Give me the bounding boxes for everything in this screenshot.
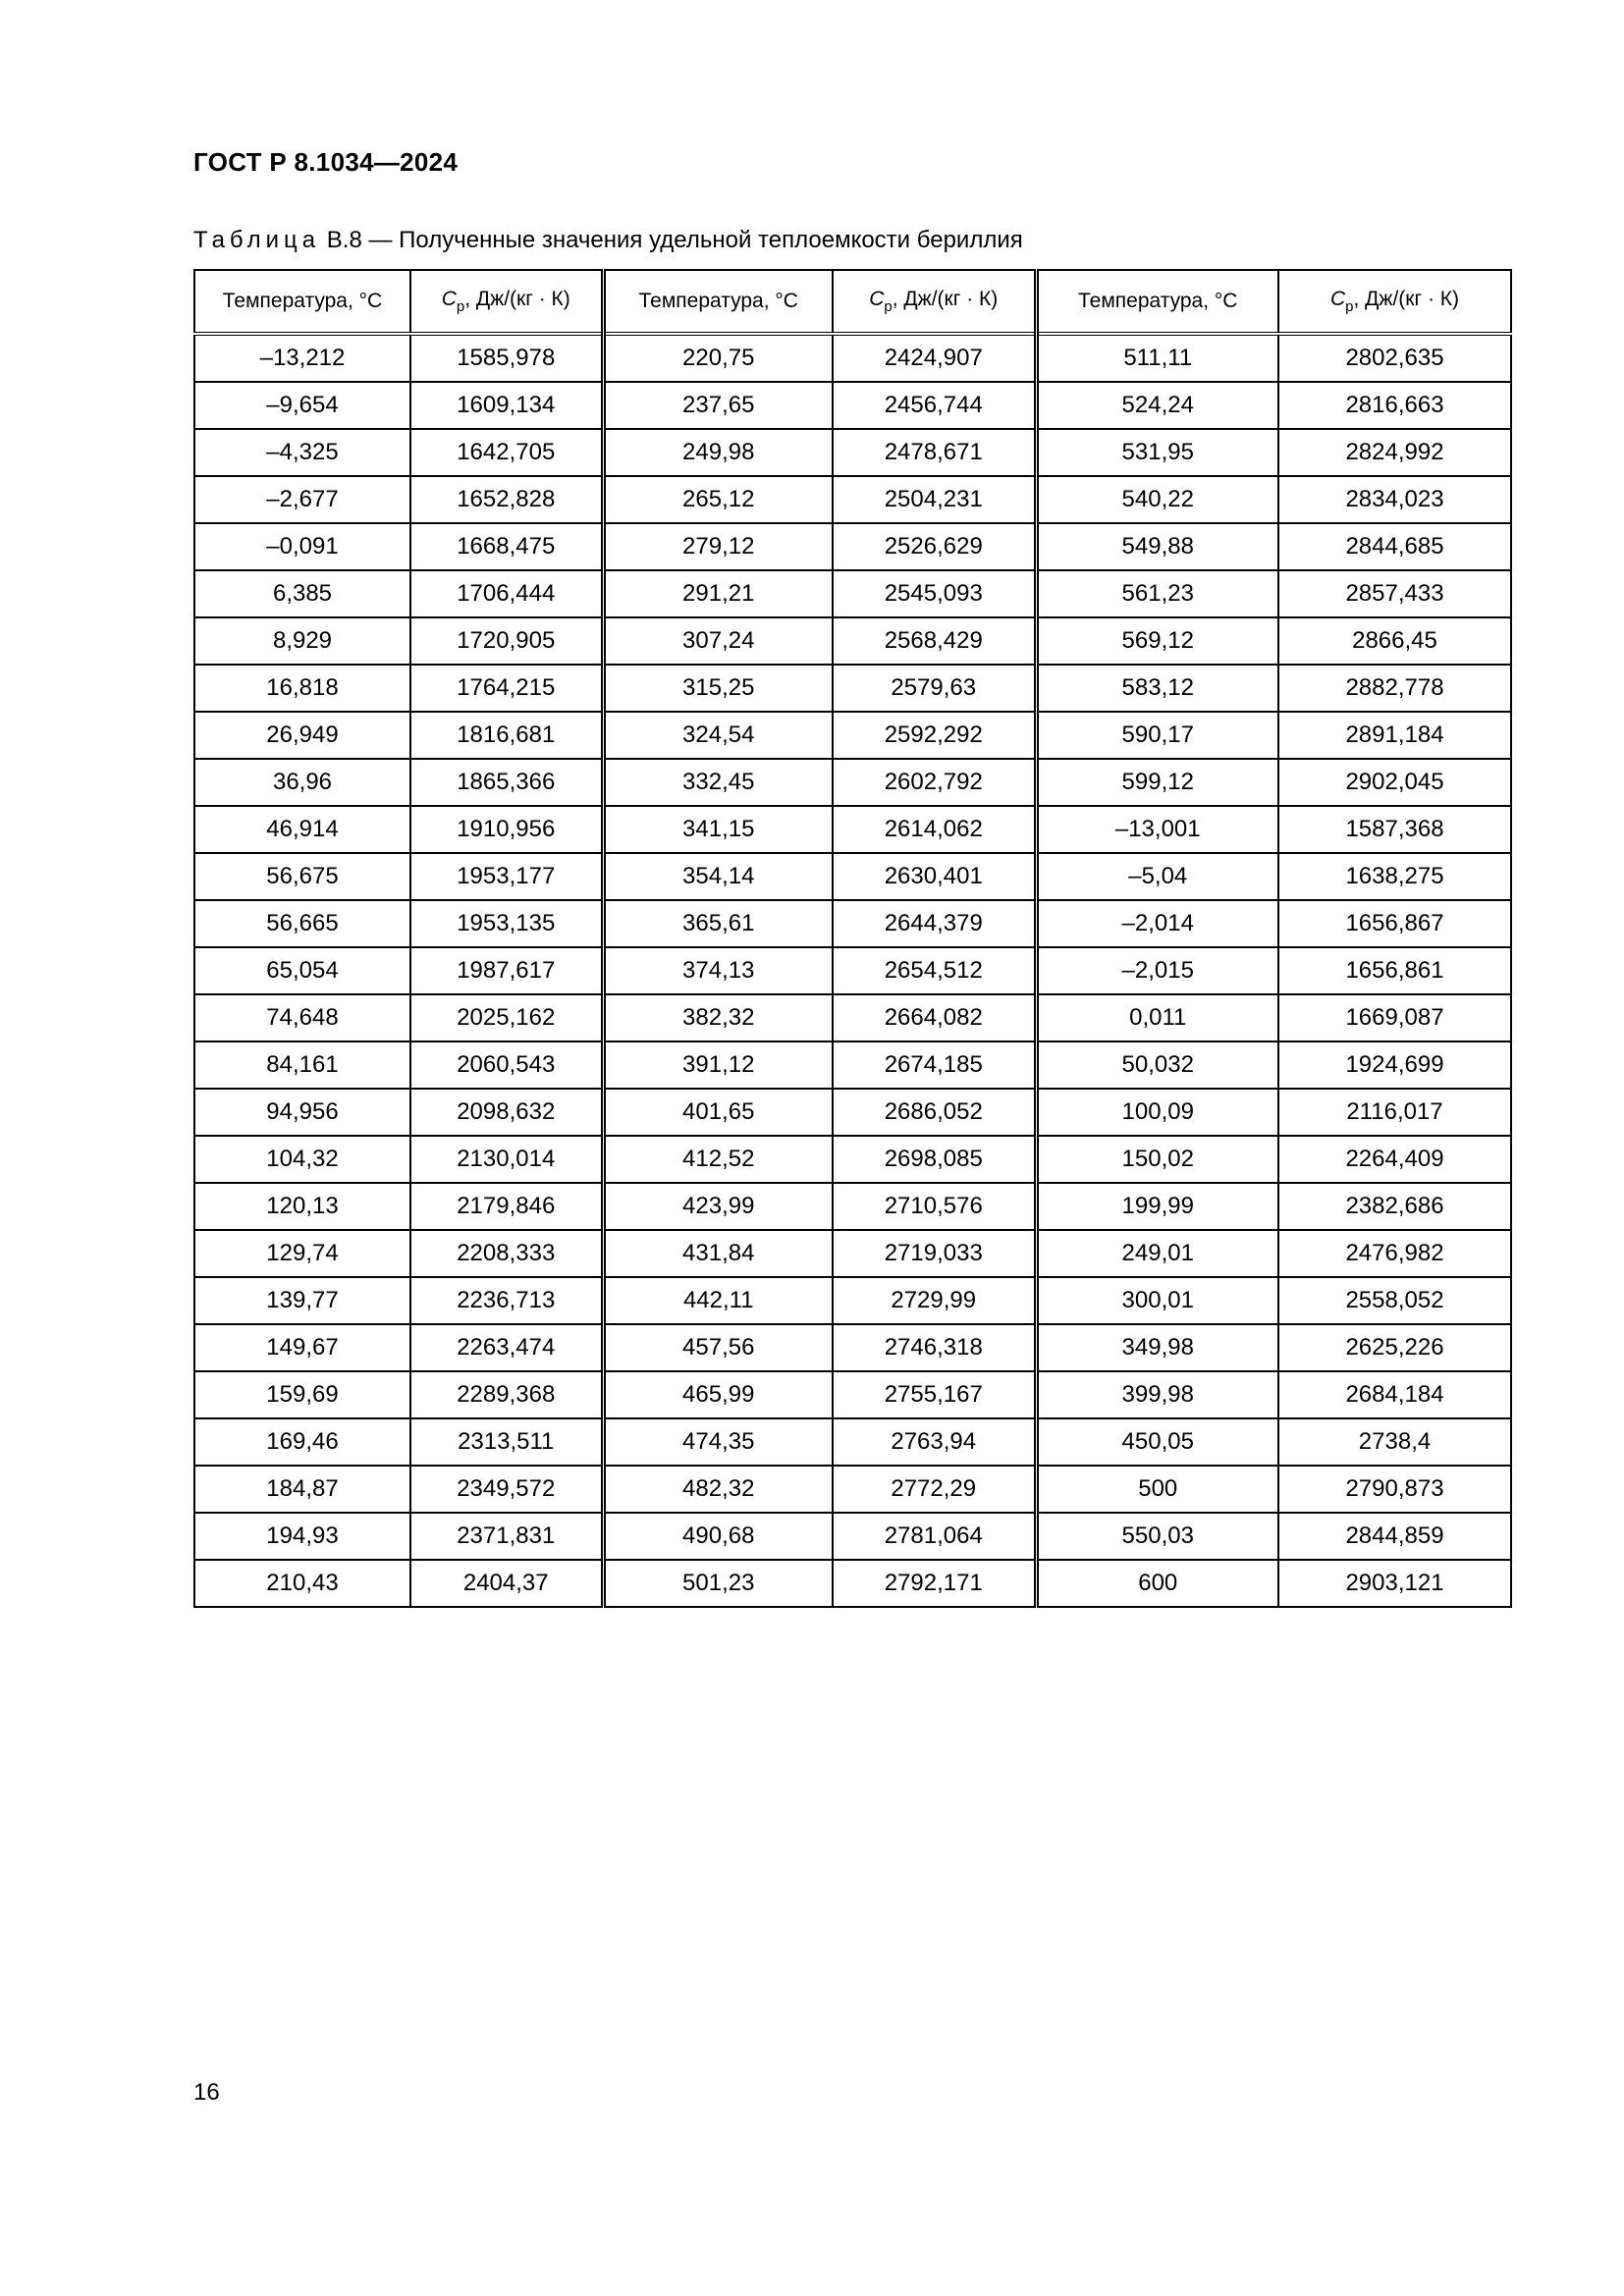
- cell-cp-2: 2763,94: [833, 1418, 1036, 1466]
- cell-cp-3: 2866,45: [1278, 617, 1511, 665]
- table-row: [194, 334, 1511, 382]
- cell-temperature-1: 84,161: [194, 1041, 410, 1089]
- cell-cp-1: 1987,617: [410, 947, 603, 994]
- cell-cp-1: 1764,215: [410, 665, 603, 712]
- table-body: [194, 334, 1511, 1607]
- cell-cp-2: 2602,792: [833, 759, 1036, 806]
- cell-temperature-1: 120,13: [194, 1183, 410, 1230]
- cell-cp-1: 2313,511: [410, 1418, 603, 1466]
- cell-cp-3: 2264,409: [1278, 1136, 1511, 1183]
- cp-symbol: C: [1329, 288, 1346, 310]
- cell-temperature-2: 237,65: [603, 382, 833, 429]
- cell-cp-2: 2526,629: [833, 523, 1036, 570]
- cell-cp-3: 2476,982: [1278, 1230, 1511, 1277]
- cell-temperature-3: 583,12: [1036, 665, 1278, 712]
- table-row: [194, 947, 1511, 994]
- cell-temperature-2: 220,75: [603, 334, 833, 382]
- cell-temperature-3: 599,12: [1036, 759, 1278, 806]
- cell-cp-1: 1706,444: [410, 570, 603, 617]
- header-cp-1: [410, 270, 603, 334]
- cell-temperature-2: 501,23: [603, 1560, 833, 1607]
- cell-temperature-2: 324,54: [603, 712, 833, 759]
- cell-temperature-3: 500: [1036, 1466, 1278, 1513]
- cp-subscript: p: [1345, 298, 1354, 315]
- cell-cp-3: 1656,867: [1278, 900, 1511, 947]
- cell-temperature-1: –9,654: [194, 382, 410, 429]
- table-row: [194, 1277, 1511, 1324]
- cell-cp-3: 2382,686: [1278, 1183, 1511, 1230]
- table-row: [194, 1089, 1511, 1136]
- cell-temperature-2: 423,99: [603, 1183, 833, 1230]
- table-row: [194, 476, 1511, 523]
- cell-temperature-2: 332,45: [603, 759, 833, 806]
- cell-cp-2: 2792,171: [833, 1560, 1036, 1607]
- cell-cp-1: 2179,846: [410, 1183, 603, 1230]
- page-number: 16: [193, 2079, 220, 2106]
- cell-temperature-2: 431,84: [603, 1230, 833, 1277]
- cell-cp-3: 2790,873: [1278, 1466, 1511, 1513]
- cell-cp-1: 1816,681: [410, 712, 603, 759]
- cell-temperature-3: 561,23: [1036, 570, 1278, 617]
- cell-cp-2: 2746,318: [833, 1324, 1036, 1371]
- table-row: [194, 1136, 1511, 1183]
- cell-temperature-1: 149,67: [194, 1324, 410, 1371]
- cell-temperature-3: 569,12: [1036, 617, 1278, 665]
- table-row: [194, 570, 1511, 617]
- cell-temperature-3: 300,01: [1036, 1277, 1278, 1324]
- cell-cp-1: 2349,572: [410, 1466, 603, 1513]
- cell-temperature-1: 169,46: [194, 1418, 410, 1466]
- table-row: [194, 1230, 1511, 1277]
- cell-temperature-3: 399,98: [1036, 1371, 1278, 1418]
- cell-cp-1: 1953,135: [410, 900, 603, 947]
- cell-cp-3: 1656,861: [1278, 947, 1511, 994]
- cell-cp-1: 2289,368: [410, 1371, 603, 1418]
- cell-temperature-1: 8,929: [194, 617, 410, 665]
- cell-temperature-2: 291,21: [603, 570, 833, 617]
- cp-subscript: p: [884, 298, 893, 315]
- cell-temperature-3: 590,17: [1036, 712, 1278, 759]
- cell-temperature-1: 139,77: [194, 1277, 410, 1324]
- cell-cp-3: 2684,184: [1278, 1371, 1511, 1418]
- cell-temperature-1: –2,677: [194, 476, 410, 523]
- cell-cp-3: 2738,4: [1278, 1418, 1511, 1466]
- cell-temperature-1: –0,091: [194, 523, 410, 570]
- table-caption-label: Таблица: [193, 227, 321, 253]
- cell-temperature-2: 374,13: [603, 947, 833, 994]
- cell-temperature-3: 549,88: [1036, 523, 1278, 570]
- cell-temperature-1: 159,69: [194, 1371, 410, 1418]
- cell-temperature-2: 482,32: [603, 1466, 833, 1513]
- header-temperature-2: Температура, °С: [603, 270, 833, 334]
- cell-temperature-2: 412,52: [603, 1136, 833, 1183]
- cell-cp-1: 1668,475: [410, 523, 603, 570]
- cell-temperature-2: 341,15: [603, 806, 833, 853]
- cell-temperature-3: 0,011: [1036, 994, 1278, 1041]
- cell-temperature-3: 150,02: [1036, 1136, 1278, 1183]
- cell-cp-3: 2844,859: [1278, 1513, 1511, 1560]
- cell-cp-2: 2568,429: [833, 617, 1036, 665]
- cell-temperature-1: –13,212: [194, 334, 410, 382]
- cell-cp-1: 2404,37: [410, 1560, 603, 1607]
- cell-cp-2: 2781,064: [833, 1513, 1036, 1560]
- cell-temperature-2: 401,65: [603, 1089, 833, 1136]
- cell-cp-1: 2098,632: [410, 1089, 603, 1136]
- cell-temperature-2: 382,32: [603, 994, 833, 1041]
- cell-cp-3: 2834,023: [1278, 476, 1511, 523]
- cell-temperature-3: 450,05: [1036, 1418, 1278, 1466]
- cell-temperature-2: 474,35: [603, 1418, 833, 1466]
- cp-unit: , Дж/(кг · К): [464, 288, 570, 310]
- table-row: [194, 665, 1511, 712]
- cell-temperature-3: 249,01: [1036, 1230, 1278, 1277]
- cell-temperature-1: 46,914: [194, 806, 410, 853]
- cell-cp-3: 2824,992: [1278, 429, 1511, 476]
- cell-cp-2: 2424,907: [833, 334, 1036, 382]
- cell-cp-3: 2903,121: [1278, 1560, 1511, 1607]
- header-temperature-3: Температура, °С: [1036, 270, 1278, 334]
- cell-cp-2: 2710,576: [833, 1183, 1036, 1230]
- cell-cp-3: 2625,226: [1278, 1324, 1511, 1371]
- cell-cp-1: 1652,828: [410, 476, 603, 523]
- cell-temperature-1: 104,32: [194, 1136, 410, 1183]
- cell-temperature-3: 600: [1036, 1560, 1278, 1607]
- cell-cp-3: 1669,087: [1278, 994, 1511, 1041]
- cell-cp-1: 1953,177: [410, 853, 603, 900]
- cell-temperature-2: 365,61: [603, 900, 833, 947]
- cp-symbol: C: [869, 288, 885, 310]
- table-row: [194, 900, 1511, 947]
- cell-cp-2: 2630,401: [833, 853, 1036, 900]
- cell-cp-2: 2772,29: [833, 1466, 1036, 1513]
- table-row: [194, 1183, 1511, 1230]
- table-row: [194, 712, 1511, 759]
- cell-cp-2: 2592,292: [833, 712, 1036, 759]
- cell-cp-1: 1910,956: [410, 806, 603, 853]
- header-temperature-1: Температура, °С: [194, 270, 410, 334]
- table-header-row: [194, 270, 1511, 334]
- cell-cp-3: 2882,778: [1278, 665, 1511, 712]
- cell-temperature-1: 184,87: [194, 1466, 410, 1513]
- cell-cp-2: 2654,512: [833, 947, 1036, 994]
- cell-temperature-3: –2,014: [1036, 900, 1278, 947]
- cell-temperature-1: 56,665: [194, 900, 410, 947]
- cell-temperature-3: 531,95: [1036, 429, 1278, 476]
- cell-cp-2: 2504,231: [833, 476, 1036, 523]
- cell-temperature-2: 442,11: [603, 1277, 833, 1324]
- cell-temperature-1: 129,74: [194, 1230, 410, 1277]
- cell-cp-2: 2719,033: [833, 1230, 1036, 1277]
- cell-temperature-3: 50,032: [1036, 1041, 1278, 1089]
- cell-temperature-2: 307,24: [603, 617, 833, 665]
- cell-cp-3: 2802,635: [1278, 334, 1511, 382]
- cell-cp-3: 2844,685: [1278, 523, 1511, 570]
- cell-temperature-3: –13,001: [1036, 806, 1278, 853]
- cell-temperature-1: 210,43: [194, 1560, 410, 1607]
- cell-temperature-2: 354,14: [603, 853, 833, 900]
- cell-cp-1: 2060,543: [410, 1041, 603, 1089]
- cell-temperature-1: 26,949: [194, 712, 410, 759]
- cell-temperature-3: –5,04: [1036, 853, 1278, 900]
- cell-cp-2: 2614,062: [833, 806, 1036, 853]
- cell-cp-2: 2729,99: [833, 1277, 1036, 1324]
- document-header: ГОСТ Р 8.1034—2024: [193, 147, 459, 177]
- cell-cp-2: 2674,185: [833, 1041, 1036, 1089]
- cell-cp-3: 1638,275: [1278, 853, 1511, 900]
- cell-temperature-1: 74,648: [194, 994, 410, 1041]
- cell-cp-3: 2902,045: [1278, 759, 1511, 806]
- table-row: [194, 1560, 1511, 1607]
- cell-cp-1: 2130,014: [410, 1136, 603, 1183]
- cell-temperature-3: 511,11: [1036, 334, 1278, 382]
- cell-temperature-3: –2,015: [1036, 947, 1278, 994]
- cell-temperature-1: 94,956: [194, 1089, 410, 1136]
- table-row: [194, 1041, 1511, 1089]
- cell-temperature-3: 199,99: [1036, 1183, 1278, 1230]
- cell-temperature-2: 490,68: [603, 1513, 833, 1560]
- cell-cp-2: 2686,052: [833, 1089, 1036, 1136]
- cell-cp-3: 2857,433: [1278, 570, 1511, 617]
- table-caption-title: В.8 — Полученные значения удельной теплоемкости бериллия: [320, 227, 1023, 253]
- cell-cp-3: 2116,017: [1278, 1089, 1511, 1136]
- cell-temperature-2: 315,25: [603, 665, 833, 712]
- cell-cp-1: 1720,905: [410, 617, 603, 665]
- cell-cp-3: 2816,663: [1278, 382, 1511, 429]
- cell-cp-1: 1585,978: [410, 334, 603, 382]
- cell-cp-1: 2263,474: [410, 1324, 603, 1371]
- cell-cp-2: 2579,63: [833, 665, 1036, 712]
- cell-cp-2: 2545,093: [833, 570, 1036, 617]
- cp-unit: , Дж/(кг · К): [1353, 288, 1460, 310]
- cell-temperature-3: 349,98: [1036, 1324, 1278, 1371]
- table-row: [194, 1418, 1511, 1466]
- cell-cp-3: 1587,368: [1278, 806, 1511, 853]
- cell-temperature-3: 100,09: [1036, 1089, 1278, 1136]
- table-row: [194, 523, 1511, 570]
- cell-cp-1: 1865,366: [410, 759, 603, 806]
- cell-temperature-2: 457,56: [603, 1324, 833, 1371]
- header-cp-2: [833, 270, 1036, 334]
- table-row: [194, 806, 1511, 853]
- cell-temperature-2: 465,99: [603, 1371, 833, 1418]
- cell-cp-2: 2644,379: [833, 900, 1036, 947]
- cell-cp-2: 2456,744: [833, 382, 1036, 429]
- table-row: [194, 1513, 1511, 1560]
- cell-cp-1: 2236,713: [410, 1277, 603, 1324]
- table-row: [194, 1324, 1511, 1371]
- cp-unit: , Дж/(кг · К): [892, 288, 999, 310]
- cell-temperature-2: 265,12: [603, 476, 833, 523]
- cell-cp-2: 2478,671: [833, 429, 1036, 476]
- cell-temperature-3: 540,22: [1036, 476, 1278, 523]
- cell-temperature-2: 249,98: [603, 429, 833, 476]
- table-row: [194, 429, 1511, 476]
- table-row: [194, 994, 1511, 1041]
- cell-temperature-1: 194,93: [194, 1513, 410, 1560]
- table-row: [194, 1371, 1511, 1418]
- cell-cp-2: 2755,167: [833, 1371, 1036, 1418]
- cell-cp-2: 2698,085: [833, 1136, 1036, 1183]
- table-row: [194, 1466, 1511, 1513]
- header-cp-3: [1278, 270, 1511, 334]
- table-row: [194, 853, 1511, 900]
- cp-subscript: p: [456, 298, 465, 315]
- cell-cp-3: 1924,699: [1278, 1041, 1511, 1089]
- cell-cp-1: 1642,705: [410, 429, 603, 476]
- cell-cp-1: 1609,134: [410, 382, 603, 429]
- cell-temperature-1: 16,818: [194, 665, 410, 712]
- cell-temperature-3: 524,24: [1036, 382, 1278, 429]
- cell-cp-1: 2371,831: [410, 1513, 603, 1560]
- specific-heat-table: [193, 269, 1512, 1608]
- table-row: [194, 759, 1511, 806]
- cell-temperature-1: 6,385: [194, 570, 410, 617]
- cell-cp-2: 2664,082: [833, 994, 1036, 1041]
- table-row: [194, 617, 1511, 665]
- cell-cp-3: 2891,184: [1278, 712, 1511, 759]
- cell-cp-3: 2558,052: [1278, 1277, 1511, 1324]
- cell-temperature-1: 65,054: [194, 947, 410, 994]
- cell-temperature-1: 56,675: [194, 853, 410, 900]
- table-caption: [193, 227, 1023, 254]
- cp-symbol: C: [441, 288, 457, 310]
- cell-temperature-1: –4,325: [194, 429, 410, 476]
- cell-temperature-3: 550,03: [1036, 1513, 1278, 1560]
- table-row: [194, 382, 1511, 429]
- cell-temperature-2: 279,12: [603, 523, 833, 570]
- cell-temperature-2: 391,12: [603, 1041, 833, 1089]
- cell-cp-1: 2208,333: [410, 1230, 603, 1277]
- cell-temperature-1: 36,96: [194, 759, 410, 806]
- cell-cp-1: 2025,162: [410, 994, 603, 1041]
